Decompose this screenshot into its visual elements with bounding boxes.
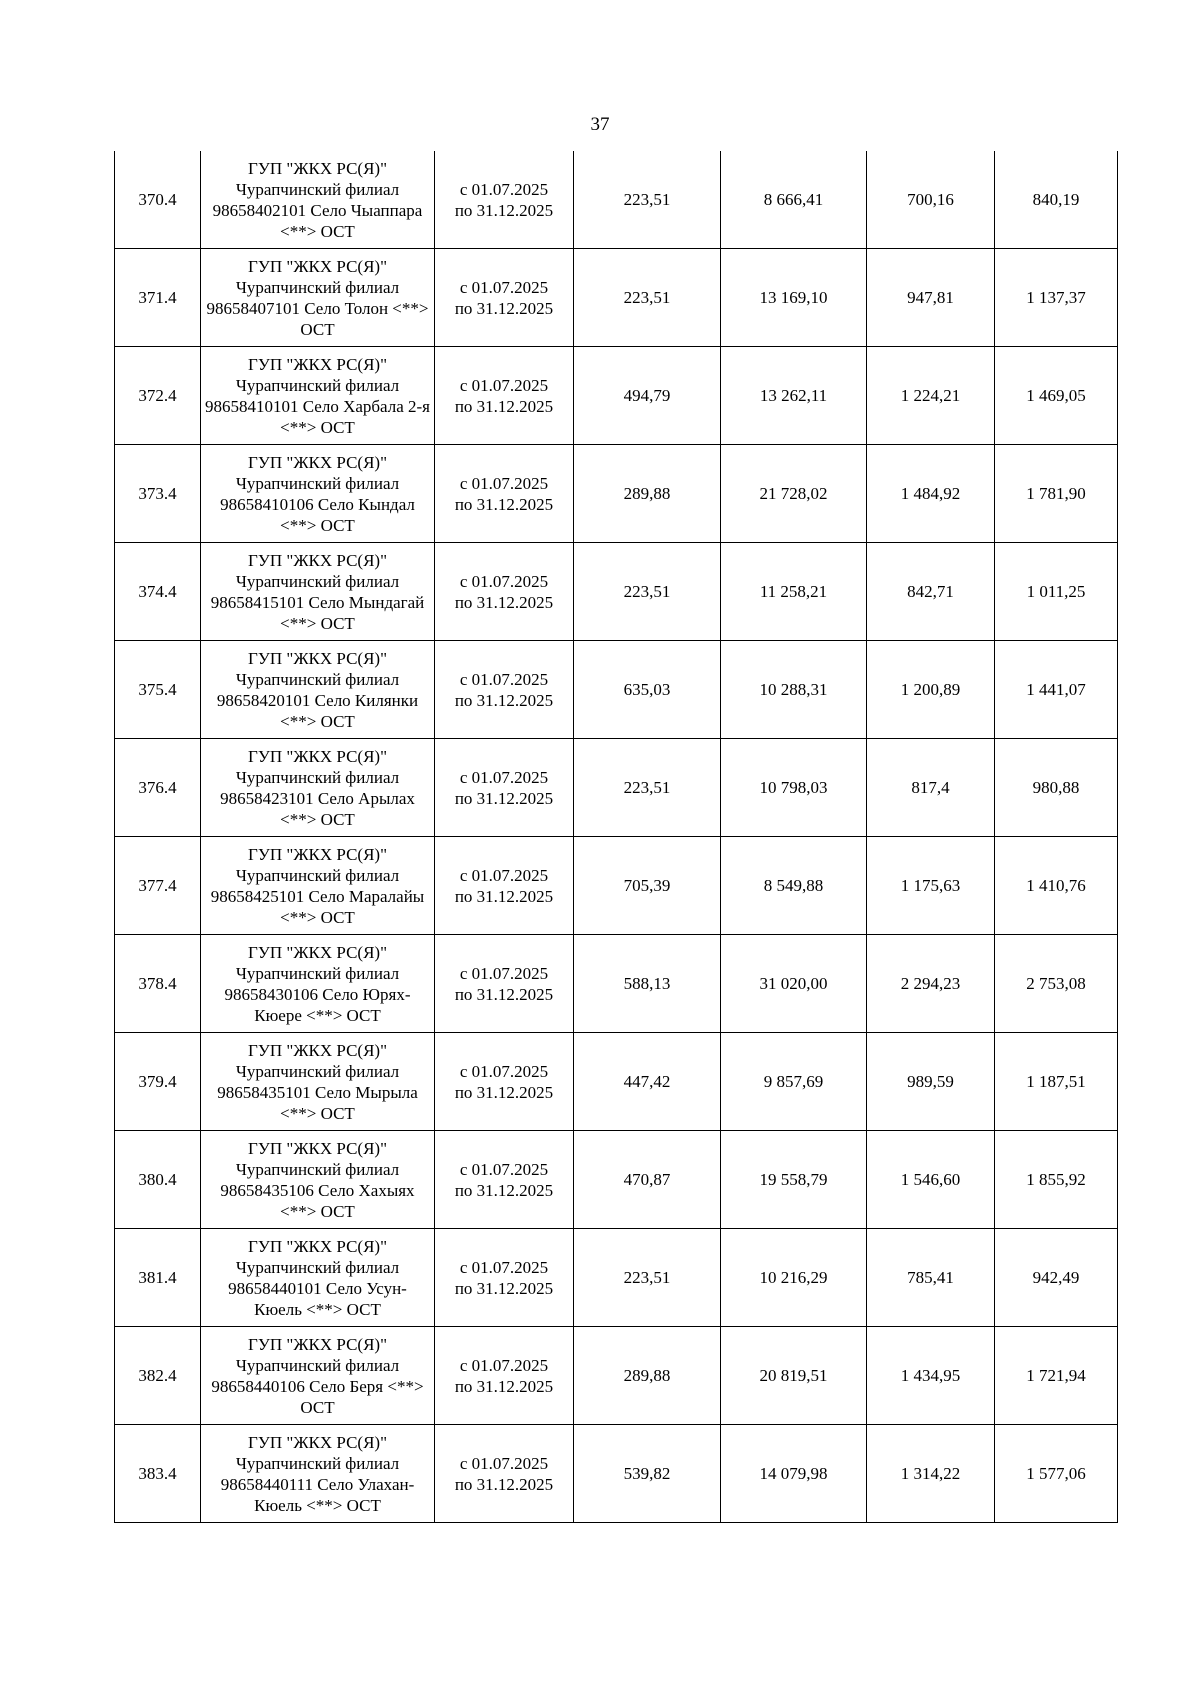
row-number-text: 382.4 <box>138 1366 177 1385</box>
period-to-text: по 31.12.2025 <box>454 1278 554 1298</box>
row-number-cell <box>115 837 201 935</box>
value-1-cell <box>574 347 721 445</box>
period-to-text: по 31.12.2025 <box>454 1474 554 1494</box>
table-row <box>115 1425 1118 1523</box>
value-2-text: 10 798,03 <box>759 778 828 797</box>
row-number-cell <box>115 641 201 739</box>
value-4-text: 1 187,51 <box>1026 1072 1086 1091</box>
period-cell <box>435 1033 574 1131</box>
organization-cell <box>201 935 435 1033</box>
value-1-text: 494,79 <box>623 386 671 405</box>
value-1-cell <box>574 837 721 935</box>
value-2-text: 11 258,21 <box>759 582 828 601</box>
period-from-text: с 01.07.2025 <box>459 1257 549 1277</box>
row-number-cell <box>115 1229 201 1327</box>
value-1-cell <box>574 739 721 837</box>
value-3-cell <box>867 1327 995 1425</box>
row-number-cell <box>115 543 201 641</box>
value-4-text: 1 441,07 <box>1026 680 1086 699</box>
value-1-cell <box>574 1327 721 1425</box>
value-3-cell <box>867 1033 995 1131</box>
period-cell <box>435 1229 574 1327</box>
period-to-text: по 31.12.2025 <box>454 984 554 1004</box>
period-cell <box>435 1131 574 1229</box>
organization-cell <box>201 347 435 445</box>
value-3-cell <box>867 837 995 935</box>
value-1-text: 223,51 <box>623 190 671 209</box>
row-number-text: 373.4 <box>138 484 177 503</box>
value-1-cell <box>574 249 721 347</box>
value-4-cell <box>995 1033 1118 1131</box>
value-2-cell <box>721 1327 867 1425</box>
value-1-text: 223,51 <box>623 1268 671 1287</box>
organization-cell <box>201 249 435 347</box>
value-3-cell <box>867 543 995 641</box>
value-3-text: 2 294,23 <box>900 974 961 993</box>
organization-cell <box>201 1425 435 1523</box>
value-1-text: 470,87 <box>623 1170 671 1189</box>
organization-text: ГУП "ЖКХ РС(Я)" Чурапчинский филиал 98658425101 Село Маралайы <**> ОСТ <box>210 844 425 927</box>
row-number-text: 375.4 <box>138 680 177 699</box>
value-1-cell <box>574 935 721 1033</box>
organization-cell <box>201 543 435 641</box>
organization-text: ГУП "ЖКХ РС(Я)" Чурапчинский филиал 98658440111 Село Улахан-Кюель <**> ОСТ <box>220 1432 415 1515</box>
value-2-cell <box>721 935 867 1033</box>
organization-text: ГУП "ЖКХ РС(Я)" Чурапчинский филиал 98658415101 Село Мындагай <**> ОСТ <box>210 550 425 633</box>
value-1-text: 289,88 <box>623 484 671 503</box>
value-4-cell <box>995 935 1118 1033</box>
organization-text: ГУП "ЖКХ РС(Я)" Чурапчинский филиал 98658435101 Село Мырыла <**> ОСТ <box>217 1040 418 1123</box>
value-2-cell <box>721 1229 867 1327</box>
period-cell <box>435 445 574 543</box>
value-3-text: 817,4 <box>911 778 950 797</box>
value-2-text: 20 819,51 <box>759 1366 828 1385</box>
value-3-text: 947,81 <box>907 288 954 307</box>
value-1-cell <box>574 641 721 739</box>
table-body <box>115 151 1118 1523</box>
table-row <box>115 1327 1118 1425</box>
row-number-cell <box>115 1327 201 1425</box>
organization-cell <box>201 1229 435 1327</box>
organization-text: ГУП "ЖКХ РС(Я)" Чурапчинский филиал 98658440106 Село Беря <**> ОСТ <box>211 1334 424 1417</box>
row-number-cell <box>115 445 201 543</box>
value-4-cell <box>995 1327 1118 1425</box>
organization-text: ГУП "ЖКХ РС(Я)" Чурапчинский филиал 98658440101 Село Усун-Кюель <**> ОСТ <box>228 1236 407 1319</box>
value-2-text: 13 169,10 <box>759 288 828 307</box>
value-4-text: 1 011,25 <box>1026 582 1086 601</box>
value-2-text: 10 216,29 <box>759 1268 828 1287</box>
row-number-text: 378.4 <box>138 974 177 993</box>
value-4-text: 840,19 <box>1032 190 1080 209</box>
table-row <box>115 347 1118 445</box>
organization-text: ГУП "ЖКХ РС(Я)" Чурапчинский филиал 98658420101 Село Килянки <**> ОСТ <box>216 648 419 731</box>
period-to-text: по 31.12.2025 <box>454 788 554 808</box>
value-2-cell <box>721 1425 867 1523</box>
value-3-text: 1 314,22 <box>900 1464 961 1483</box>
period-from-text: с 01.07.2025 <box>459 277 549 297</box>
period-cell <box>435 1327 574 1425</box>
value-3-cell <box>867 445 995 543</box>
value-2-text: 21 728,02 <box>759 484 828 503</box>
organization-text: ГУП "ЖКХ РС(Я)" Чурапчинский филиал 98658423101 Село Арылах <**> ОСТ <box>220 746 415 829</box>
value-1-text: 223,51 <box>623 582 671 601</box>
value-3-text: 700,16 <box>907 190 954 209</box>
value-1-text: 705,39 <box>623 876 671 895</box>
value-1-text: 635,03 <box>623 680 671 699</box>
row-number-cell <box>115 935 201 1033</box>
value-4-text: 1 410,76 <box>1026 876 1086 895</box>
organization-text: ГУП "ЖКХ РС(Я)" Чурапчинский филиал 98658435106 Село Хахыях <**> ОСТ <box>220 1138 415 1221</box>
organization-text: ГУП "ЖКХ РС(Я)" Чурапчинский филиал 98658402101 Село Чыаппара <**> ОСТ <box>212 158 423 241</box>
period-from-text: с 01.07.2025 <box>459 1355 549 1375</box>
period-from-text: с 01.07.2025 <box>459 767 549 787</box>
value-4-text: 1 781,90 <box>1026 484 1086 503</box>
table-row <box>115 837 1118 935</box>
value-4-text: 1 577,06 <box>1026 1464 1086 1483</box>
value-3-text: 842,71 <box>907 582 954 601</box>
value-1-cell <box>574 1131 721 1229</box>
row-number-cell <box>115 347 201 445</box>
period-from-text: с 01.07.2025 <box>459 179 549 199</box>
value-2-cell <box>721 445 867 543</box>
value-1-text: 588,13 <box>623 974 671 993</box>
value-2-text: 14 079,98 <box>759 1464 828 1483</box>
organization-text: ГУП "ЖКХ РС(Я)" Чурапчинский филиал 98658410106 Село Кындал <**> ОСТ <box>220 452 415 535</box>
value-1-text: 289,88 <box>623 1366 671 1385</box>
row-number-text: 379.4 <box>138 1072 177 1091</box>
value-4-cell <box>995 445 1118 543</box>
value-4-text: 942,49 <box>1032 1268 1080 1287</box>
period-from-text: с 01.07.2025 <box>459 963 549 983</box>
organization-cell <box>201 1131 435 1229</box>
value-3-cell <box>867 739 995 837</box>
value-2-cell <box>721 1033 867 1131</box>
period-to-text: по 31.12.2025 <box>454 298 554 318</box>
value-1-text: 223,51 <box>623 778 671 797</box>
period-from-text: с 01.07.2025 <box>459 473 549 493</box>
organization-cell <box>201 1033 435 1131</box>
period-from-text: с 01.07.2025 <box>459 669 549 689</box>
value-4-cell <box>995 837 1118 935</box>
row-number-text: 372.4 <box>138 386 177 405</box>
value-2-text: 8 549,88 <box>763 876 824 895</box>
value-4-text: 1 721,94 <box>1026 1366 1086 1385</box>
value-4-text: 1 469,05 <box>1026 386 1086 405</box>
value-1-text: 539,82 <box>623 1464 671 1483</box>
value-3-text: 1 484,92 <box>900 484 961 503</box>
period-to-text: по 31.12.2025 <box>454 200 554 220</box>
value-4-cell <box>995 641 1118 739</box>
row-number-text: 370.4 <box>138 190 177 209</box>
value-1-text: 447,42 <box>623 1072 671 1091</box>
value-2-text: 31 020,00 <box>759 974 828 993</box>
organization-cell <box>201 739 435 837</box>
value-4-cell <box>995 1229 1118 1327</box>
period-from-text: с 01.07.2025 <box>459 865 549 885</box>
value-3-cell <box>867 347 995 445</box>
value-3-cell <box>867 641 995 739</box>
value-4-cell <box>995 249 1118 347</box>
period-to-text: по 31.12.2025 <box>454 886 554 906</box>
row-number-text: 381.4 <box>138 1268 177 1287</box>
tariff-table <box>114 151 1118 1523</box>
period-from-text: с 01.07.2025 <box>459 571 549 591</box>
value-4-cell <box>995 739 1118 837</box>
value-2-text: 10 288,31 <box>759 680 828 699</box>
period-cell <box>435 641 574 739</box>
table-row <box>115 641 1118 739</box>
page-number: 37 <box>590 114 610 135</box>
period-from-text: с 01.07.2025 <box>459 1061 549 1081</box>
value-3-text: 1 546,60 <box>900 1170 961 1189</box>
period-from-text: с 01.07.2025 <box>459 1159 549 1179</box>
period-from-text: с 01.07.2025 <box>459 1453 549 1473</box>
value-2-cell <box>721 249 867 347</box>
period-cell <box>435 739 574 837</box>
value-4-text: 2 753,08 <box>1026 974 1086 993</box>
row-number-cell <box>115 1131 201 1229</box>
organization-cell <box>201 151 435 249</box>
row-number-cell <box>115 1425 201 1523</box>
table-row <box>115 935 1118 1033</box>
table-row <box>115 151 1118 249</box>
value-3-cell <box>867 1425 995 1523</box>
row-number-text: 377.4 <box>138 876 177 895</box>
table-row <box>115 739 1118 837</box>
value-4-cell <box>995 1425 1118 1523</box>
organization-cell <box>201 1327 435 1425</box>
row-number-cell <box>115 739 201 837</box>
value-2-text: 9 857,69 <box>763 1072 824 1091</box>
period-to-text: по 31.12.2025 <box>454 1082 554 1102</box>
organization-cell <box>201 837 435 935</box>
value-1-cell <box>574 543 721 641</box>
table-row <box>115 1131 1118 1229</box>
value-2-cell <box>721 543 867 641</box>
table-row <box>115 1033 1118 1131</box>
value-2-text: 13 262,11 <box>759 386 828 405</box>
value-4-cell <box>995 151 1118 249</box>
value-3-text: 1 434,95 <box>900 1366 961 1385</box>
value-4-text: 1 855,92 <box>1026 1170 1086 1189</box>
row-number-cell <box>115 151 201 249</box>
value-1-cell <box>574 1425 721 1523</box>
row-number-text: 383.4 <box>138 1464 177 1483</box>
value-4-text: 1 137,37 <box>1026 288 1086 307</box>
period-from-text: с 01.07.2025 <box>459 375 549 395</box>
period-cell <box>435 1425 574 1523</box>
period-cell <box>435 249 574 347</box>
period-to-text: по 31.12.2025 <box>454 396 554 416</box>
value-3-cell <box>867 1229 995 1327</box>
value-2-cell <box>721 641 867 739</box>
period-cell <box>435 543 574 641</box>
organization-text: ГУП "ЖКХ РС(Я)" Чурапчинский филиал 98658430106 Село Юрях-Кюере <**> ОСТ <box>224 942 411 1025</box>
value-3-cell <box>867 935 995 1033</box>
value-2-cell <box>721 739 867 837</box>
period-to-text: по 31.12.2025 <box>454 1180 554 1200</box>
organization-text: ГУП "ЖКХ РС(Я)" Чурапчинский филиал 98658407101 Село Толон <**> ОСТ <box>206 256 429 339</box>
table-row <box>115 543 1118 641</box>
row-number-cell <box>115 249 201 347</box>
value-3-cell <box>867 1131 995 1229</box>
organization-cell <box>201 641 435 739</box>
period-to-text: по 31.12.2025 <box>454 690 554 710</box>
value-2-text: 8 666,41 <box>763 190 824 209</box>
value-1-text: 223,51 <box>623 288 671 307</box>
value-2-cell <box>721 837 867 935</box>
table-row <box>115 1229 1118 1327</box>
row-number-text: 376.4 <box>138 778 177 797</box>
value-1-cell <box>574 445 721 543</box>
row-number-text: 374.4 <box>138 582 177 601</box>
period-cell <box>435 837 574 935</box>
period-to-text: по 31.12.2025 <box>454 1376 554 1396</box>
period-cell <box>435 935 574 1033</box>
value-4-cell <box>995 347 1118 445</box>
period-cell <box>435 347 574 445</box>
value-1-cell <box>574 1033 721 1131</box>
value-4-cell <box>995 1131 1118 1229</box>
value-3-cell <box>867 249 995 347</box>
value-2-text: 19 558,79 <box>759 1170 828 1189</box>
value-1-cell <box>574 1229 721 1327</box>
row-number-text: 371.4 <box>138 288 177 307</box>
value-3-cell <box>867 151 995 249</box>
organization-cell <box>201 445 435 543</box>
value-3-text: 1 200,89 <box>900 680 961 699</box>
table-row <box>115 249 1118 347</box>
row-number-text: 380.4 <box>138 1170 177 1189</box>
value-3-text: 989,59 <box>907 1072 954 1091</box>
period-cell <box>435 151 574 249</box>
value-2-cell <box>721 1131 867 1229</box>
value-3-text: 785,41 <box>907 1268 954 1287</box>
period-to-text: по 31.12.2025 <box>454 592 554 612</box>
value-1-cell <box>574 151 721 249</box>
value-2-cell <box>721 347 867 445</box>
period-to-text: по 31.12.2025 <box>454 494 554 514</box>
table-row <box>115 445 1118 543</box>
value-3-text: 1 175,63 <box>900 876 961 895</box>
value-3-text: 1 224,21 <box>900 386 961 405</box>
value-2-cell <box>721 151 867 249</box>
value-4-text: 980,88 <box>1032 778 1080 797</box>
row-number-cell <box>115 1033 201 1131</box>
organization-text: ГУП "ЖКХ РС(Я)" Чурапчинский филиал 98658410101 Село Харбала 2-я <**> ОСТ <box>205 354 431 437</box>
value-4-cell <box>995 543 1118 641</box>
